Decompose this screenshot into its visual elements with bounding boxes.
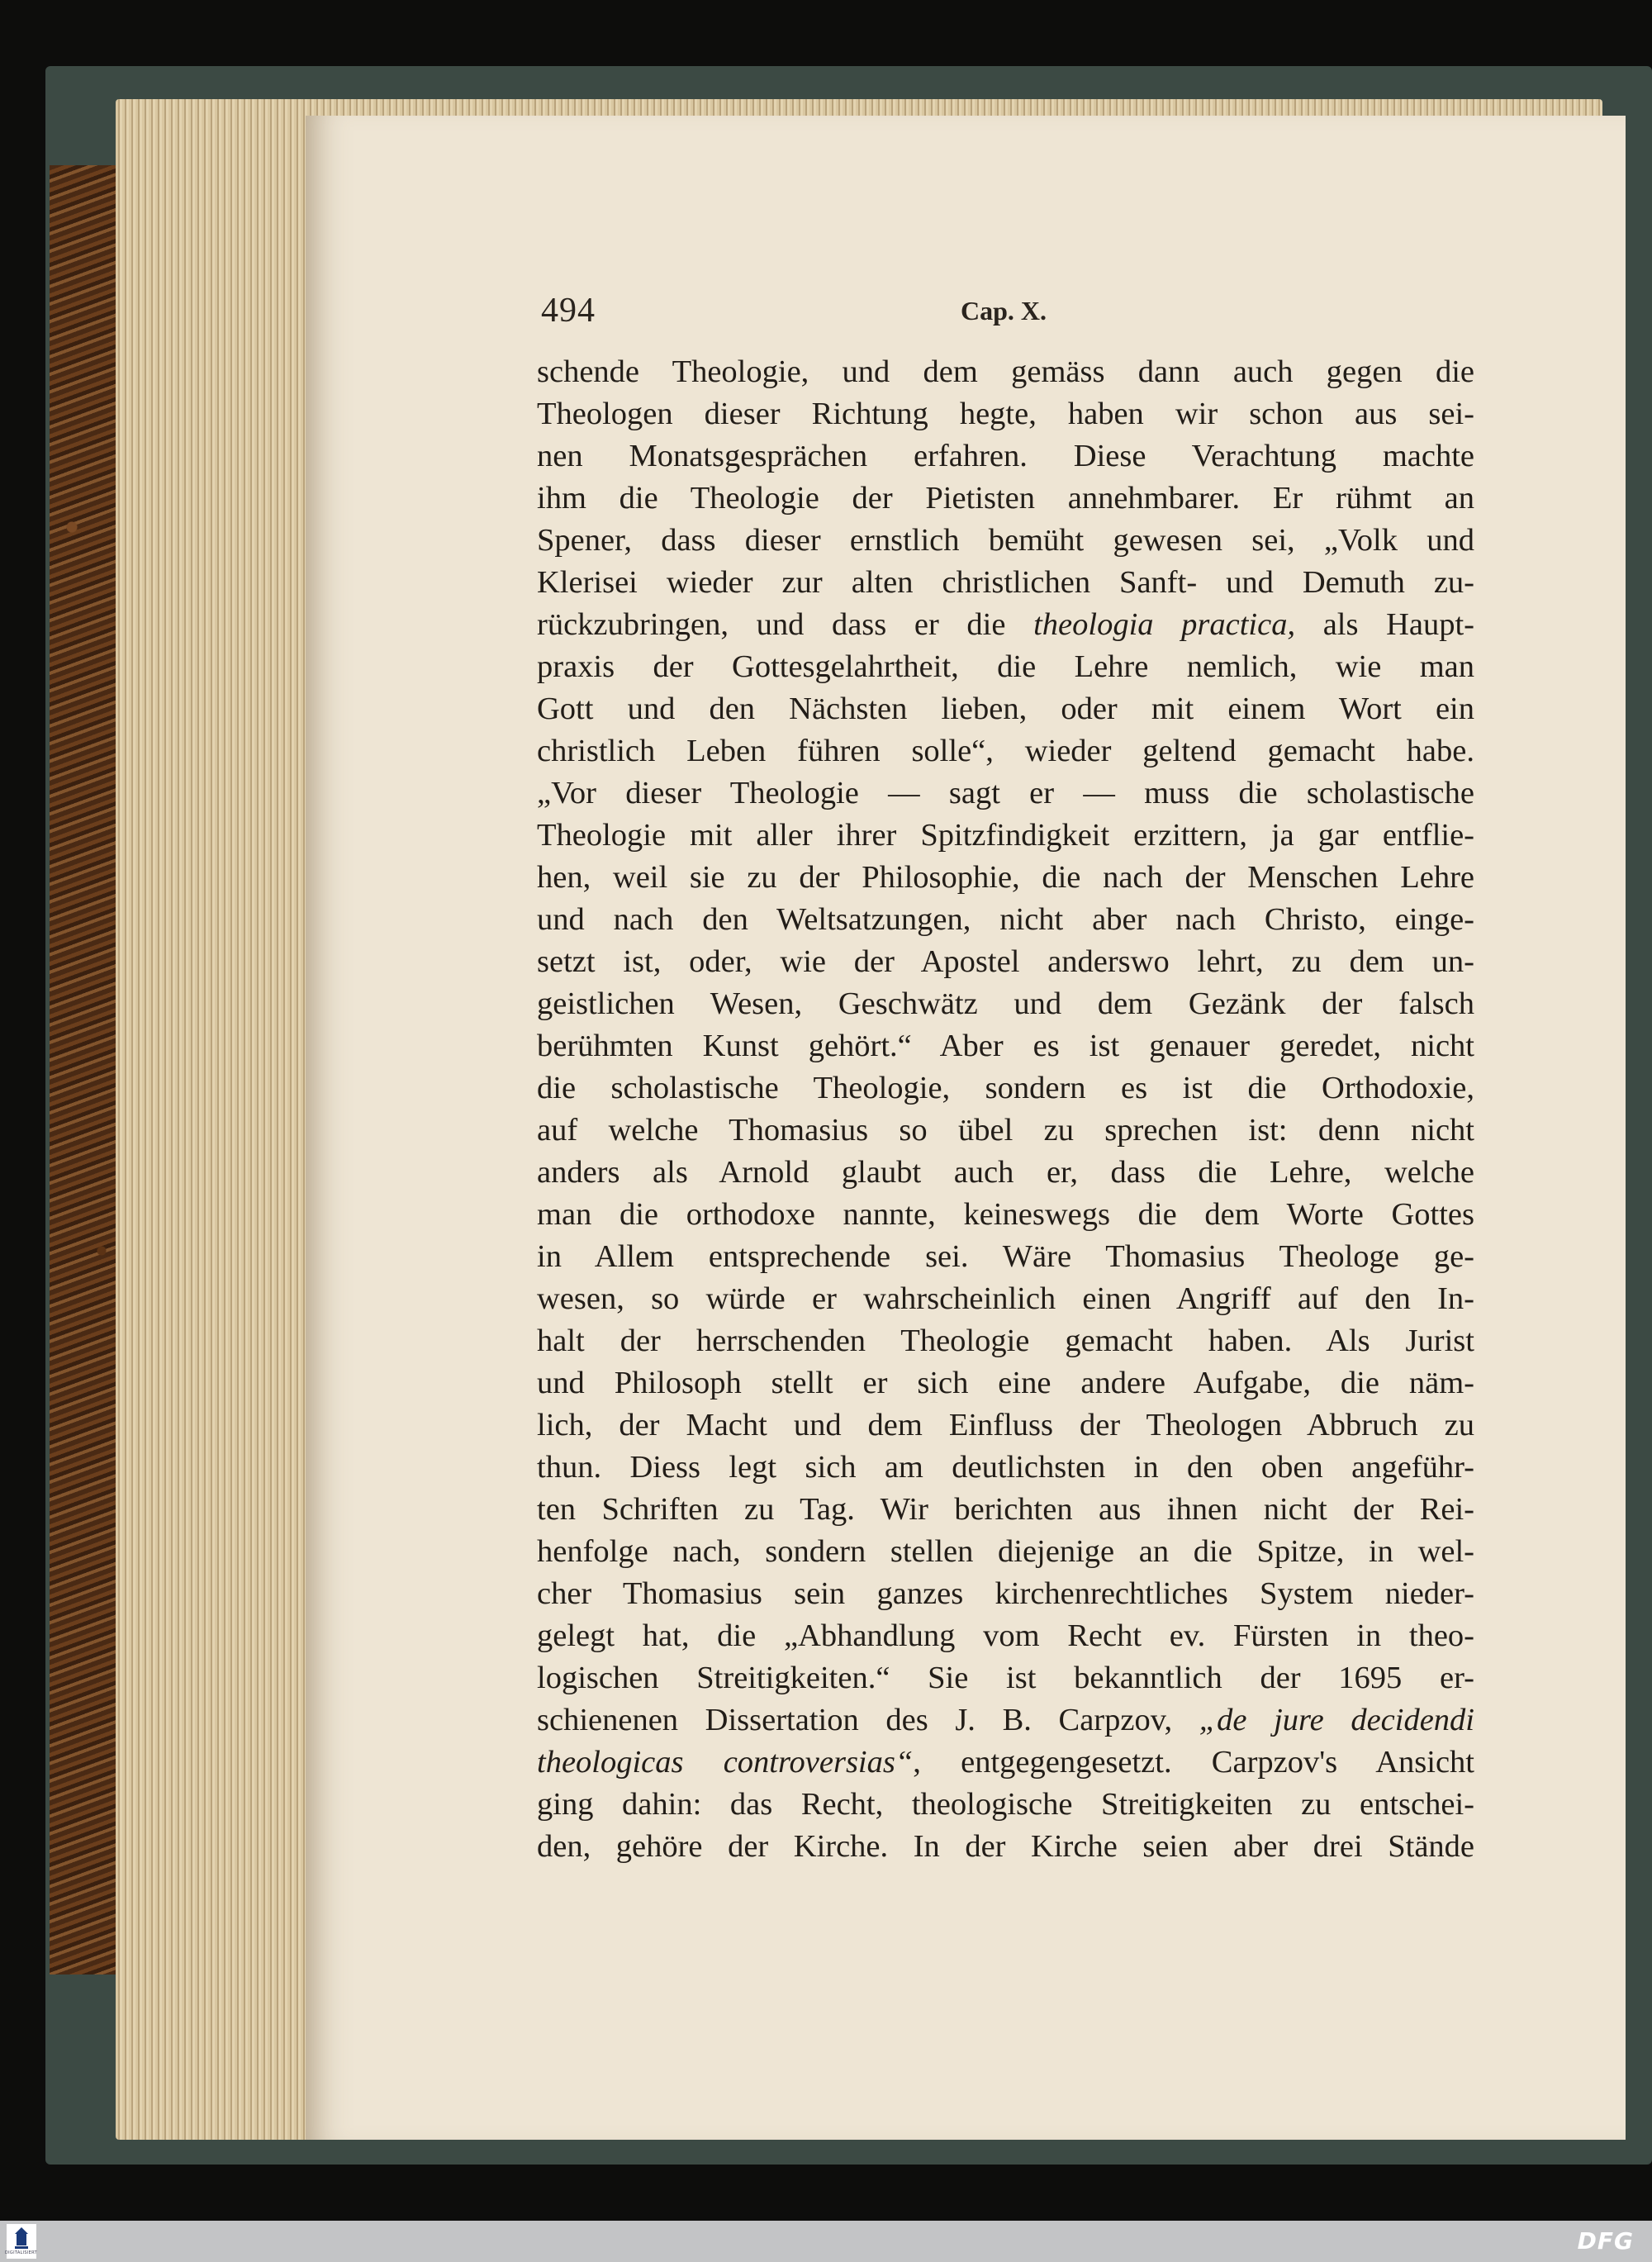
text-line: Spener, dass dieser ernstlich bemüht gewesen sei, „Volk und [537, 523, 1474, 558]
text-line: nen Monatsgesprächen erfahren. Diese Verachtung machte [537, 439, 1474, 473]
text-line: hen, weil sie zu der Philosophie, die nach der Menschen Lehre [537, 860, 1474, 895]
text-line: rückzubringen, und dass er die theologia practica, als Haupt- [537, 607, 1474, 642]
text-line: die scholastische Theologie, sondern es ist die Orthodoxie, [537, 1071, 1474, 1105]
text-line: ging dahin: das Recht, theologische Streitigkeiten zu entschei- [537, 1787, 1474, 1822]
text-line: berühmten Kunst gehört.“ Aber es ist genauer geredet, nicht [537, 1029, 1474, 1063]
page-number: 494 [541, 292, 596, 330]
marbled-board-edge [50, 165, 124, 1974]
text-line: christlich Leben führen solle“, wieder geltend gemacht habe. [537, 734, 1474, 768]
text-line: auf welche Thomasius so übel zu sprechen ist: denn nicht [537, 1113, 1474, 1148]
text-line: man die orthodoxe nannte, keineswegs die dem Worte Gottes [537, 1197, 1474, 1232]
page-header [541, 291, 1474, 330]
text-line: wesen, so würde er wahrscheinlich einen Angriff auf den In- [537, 1281, 1474, 1316]
text-line: den, gehöre der Kirche. In der Kirche seien aber drei Stände [537, 1829, 1474, 1864]
text-line: Theologen dieser Richtung hegte, haben wir schon aus sei- [537, 397, 1474, 431]
text-line: cher Thomasius sein ganzes kirchenrechtliches System nieder- [537, 1576, 1474, 1611]
text-line: „Vor dieser Theologie — sagt er — muss die scholastische [537, 776, 1474, 810]
text-line: Klerisei wieder zur alten christlichen Sanft- und Demuth zu- [537, 565, 1474, 600]
text-line: und nach den Weltsatzungen, nicht aber nach Christo, einge- [537, 902, 1474, 937]
text-line: geistlichen Wesen, Geschwätz und dem Gezänk der falsch [537, 986, 1474, 1021]
text-line: gelegt hat, die „Abhandlung vom Recht ev. Fürsten in theo- [537, 1618, 1474, 1653]
viewer-footer [0, 2221, 1652, 2262]
text-line: schende Theologie, und dem gemäss dann auch gegen die [537, 354, 1474, 389]
text-line: anders als Arnold glaubt auch er, dass die Lehre, welche [537, 1155, 1474, 1190]
text-line: setzt ist, oder, wie der Apostel anderswo lehrt, zu dem un- [537, 944, 1474, 979]
dfg-logo: DFG [1577, 2227, 1634, 2255]
text-line: halt der herrschenden Theologie gemacht haben. Als Jurist [537, 1323, 1474, 1358]
text-line: lich, der Macht und dem Einfluss der Theologen Abbruch zu [537, 1408, 1474, 1442]
text-line: Gott und den Nächsten lieben, oder mit einem Wort ein [537, 691, 1474, 726]
text-line: praxis der Gottesgelahrtheit, die Lehre nemlich, wie man [537, 649, 1474, 684]
library-logo-caption: DIGITALISIERT [5, 2250, 37, 2255]
text-line: schienenen Dissertation des J. B. Carpzov, „de jure decidendi [537, 1703, 1474, 1737]
text-line: ihm die Theologie der Pietisten annehmbarer. Er rühmt an [537, 481, 1474, 516]
text-line: und Philosoph stellt er sich eine andere Aufgabe, die näm- [537, 1366, 1474, 1400]
text-line: henfolge nach, sondern stellen diejenige an die Spitze, in wel- [537, 1534, 1474, 1569]
text-line: in Allem entsprechende sei. Wäre Thomasius Theologe ge- [537, 1239, 1474, 1274]
text-line: ten Schriften zu Tag. Wir berichten aus ihnen nicht der Rei- [537, 1492, 1474, 1527]
text-line: thun. Diess legt sich am deutlichsten in den oben angeführ- [537, 1450, 1474, 1485]
running-head: Cap. X. [961, 296, 1047, 326]
text-line: theologicas controversias“, entgegengesetzt. Carpzov's Ansicht [537, 1745, 1474, 1780]
text-line: logischen Streitigkeiten.“ Sie ist bekanntlich der 1695 er- [537, 1661, 1474, 1695]
text-line: Theologie mit aller ihrer Spitzfindigkeit erzittern, ja gar entflie- [537, 818, 1474, 853]
body-text [537, 351, 1474, 1868]
